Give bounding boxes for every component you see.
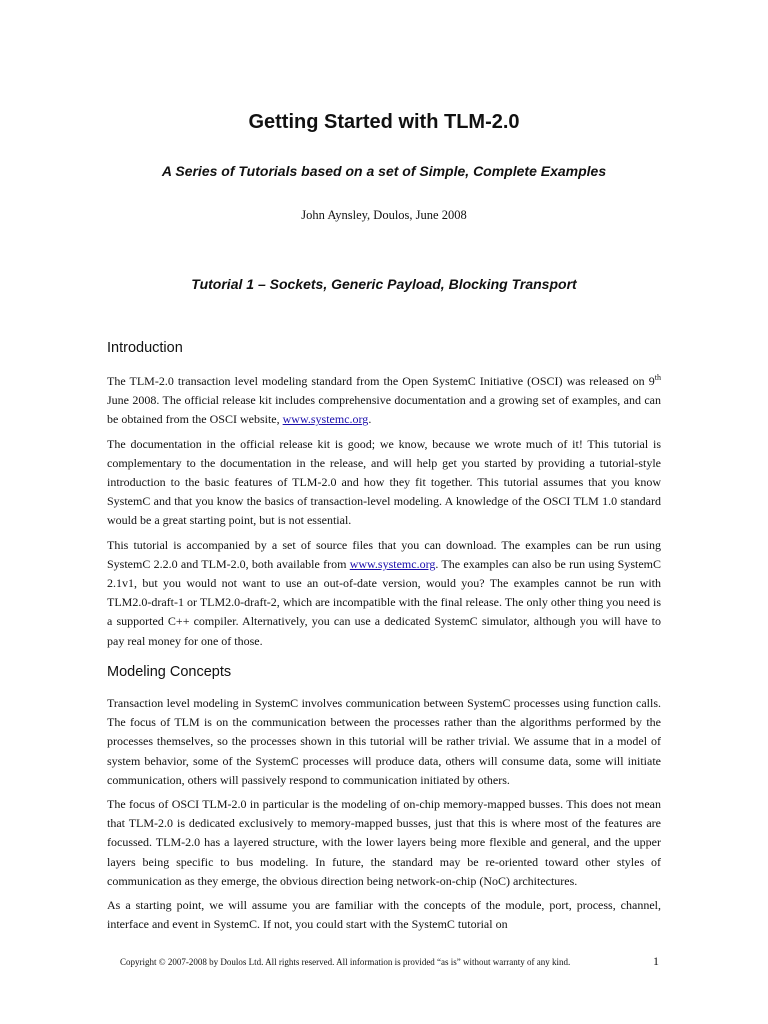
systemc-download-link[interactable]: www.systemc.org — [349, 556, 436, 571]
intro-p1-text-c: . — [368, 412, 372, 427]
intro-paragraph-1 — [107, 372, 661, 430]
modeling-paragraph-3: As a starting point, we will assume you are familiar with the concepts of the module, port, process, channel, interface and event in SystemC. If not, you could start with the SystemC tutorial on — [107, 898, 661, 932]
intro-paragraph-3 — [107, 536, 661, 651]
osci-website-link[interactable]: www.systemc.org — [282, 412, 369, 427]
document-title: Getting Started with TLM-2.0 — [248, 111, 520, 133]
modeling-paragraph-1: Transaction level modeling in SystemC involves communication between SystemC processes using function calls. The focus of TLM is on the communication between the processes rather than the algorithms performed by the processes themselves, so the processes shown in this tutorial will be rather trivial. We assume that in a model of system behavior, some of the SystemC processes will produce data, others will consume data, some will initiate communication, others will passively respond to communication initiated by others. — [107, 696, 661, 787]
date-ordinal: th — [654, 373, 661, 382]
introduction-section — [107, 372, 661, 651]
modeling-concepts-section — [107, 694, 661, 934]
intro-p1-text-b: June 2008. The official release kit includes comprehensive documentation and a growing set of examples, and can be obtained from the OSCI website, — [107, 393, 661, 427]
author-line: John Aynsley, Doulos, June 2008 — [301, 208, 467, 222]
page-number: 1 — [653, 954, 659, 968]
intro-p3-text-a: This tutorial is accompanied by a set of source files that you can download. The examples can be run using SystemC 2.2.0 and TLM-2.0, both available from — [107, 537, 661, 571]
intro-p3-text-b: . The examples can also be run using SystemC 2.1v1, but you would not want to use an out-of-date version, would you? The examples cannot be run with TLM2.0-draft-1 or TLM2.0-draft-2, which are incompatible with the final release. The only other thing you need is a supported C++ compiler. Alternatively, you can use a dedicated SystemC simulator, although you will have to pay real money for one of those. — [107, 556, 662, 648]
intro-paragraph-2: The documentation in the official release kit is good; we know, because we wrote much of it! This tutorial is complementary to the documentation in the release, and will help get you started by providing a tutorial-style introduction to the basic features of TLM-2.0 and how they fit together. This tutorial assumes that you know SystemC and that you know the basics of transaction-level modeling. A knowledge of the OSCI TLM 1.0 standard would be a great starting point, but is not essential. — [107, 436, 661, 528]
modeling-paragraph-2: The focus of OSCI TLM-2.0 in particular is the modeling of on-chip memory-mapped busses. This does not mean that TLM-2.0 is dedicated exclusively to memory-mapped busses, just that this is where most of the features are focussed. TLM-2.0 has a layered structure, with the lower layers being more flexible and general, and the upper layers being specific to bus modeling. In future, the standard may be re-oriented toward other styles of communication as they emerge, the obvious direction being network-on-chip (NoC) architectures. — [107, 797, 661, 888]
document-subtitle: A Series of Tutorials based on a set of Simple, Complete Examples — [161, 163, 607, 179]
modeling-concepts-heading: Modeling Concepts — [107, 664, 232, 680]
introduction-heading: Introduction — [107, 340, 183, 356]
tutorial-heading: Tutorial 1 – Sockets, Generic Payload, Blocking Transport — [191, 276, 577, 292]
copyright-footer: Copyright © 2007-2008 by Doulos Ltd. All rights reserved. All information is provided “as is” without warranty of any kind. — [120, 957, 571, 967]
intro-p1-text-a: The TLM-2.0 transaction level modeling standard from the Open SystemC Initiative (OSCI) was released on 9 — [107, 374, 655, 388]
